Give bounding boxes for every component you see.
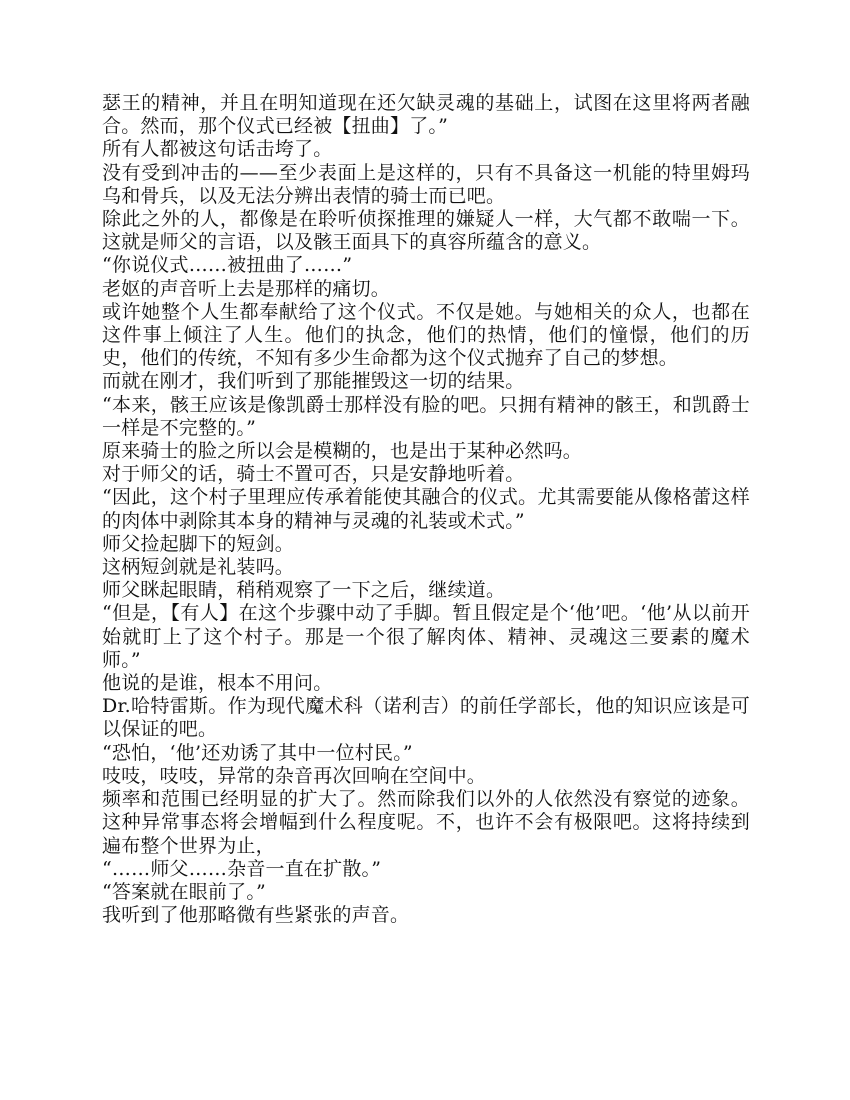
paragraph: 老妪的声音听上去是那样的痛切。 — [102, 277, 391, 300]
paragraph: 所有人都被这句话击垮了。 — [102, 138, 333, 161]
paragraph: 瑟王的精神，并且在明知道现在还欠缺灵魂的基础上，试图在这里将两者融合。然而，那个仪式已经被【扭曲】了。” — [102, 92, 750, 138]
paragraph: “但是，【有人】在这个步骤中动了手脚。暂且假定是个‘他’吧。‘他’从以前开始就盯上了这个村子。那是一个很了解肉体、精神、灵魂这三要素的魔术师。” — [102, 602, 750, 671]
paragraph: 我听到了他那略微有些紧张的声音。 — [102, 904, 410, 927]
paragraph: 频率和范围已经明显的扩大了。然而除我们以外的人依然没有察觉的迹象。这种异常事态将会增幅到什么程度呢。不，也许不会有极限吧。这将持续到遍布整个世界为止， — [102, 788, 750, 857]
paragraph: “你说仪式……被扭曲了……” — [102, 254, 353, 277]
paragraph: “……师父……杂音一直在扩散。” — [102, 857, 382, 880]
paragraph: 没有受到冲击的——至少表面上是这样的，只有不具备这一机能的特里姆玛乌和骨兵，以及无法分辨出表情的骑士而已吧。 — [102, 161, 750, 207]
paragraph: 这柄短剑就是礼装吗。 — [102, 556, 295, 579]
paragraph: 或许她整个人生都奉献给了这个仪式。不仅是她。与她相关的众人，也都在这件事上倾注了人生。他们的执念，他们的热情，他们的憧憬，他们的历史，他们的传统，不知有多少生命都为这个仪式抛弃了自己的梦想。 — [102, 300, 750, 370]
paragraph: “因此，这个村子里理应传承着能使其融合的仪式。尤其需要能从像格蕾这样的肉体中剥除其本身的精神与灵魂的礼装或术式。” — [102, 486, 750, 532]
paragraph: “本来，骸王应该是像凯爵士那样没有脸的吧。只拥有精神的骸王，和凯爵士一样是不完整的。” — [102, 393, 750, 439]
paragraph: 除此之外的人，都像是在聆听侦探推理的嫌疑人一样，大气都不敢喘一下。这就是师父的言语，以及骸王面具下的真容所蕴含的意义。 — [102, 208, 750, 254]
paragraph: 原来骑士的脸之所以会是模糊的，也是出于某种必然吗。 — [102, 440, 583, 463]
paragraph: 师父捡起脚下的短剑。 — [102, 532, 295, 555]
paragraph: Dr.哈特雷斯。作为现代魔术科（诺利吉）的前任学部长，他的知识应该是可以保证的吧。 — [102, 695, 750, 741]
paragraph: 吱吱，吱吱，异常的杂音再次回响在空间中。 — [102, 764, 487, 787]
document-body — [102, 92, 750, 927]
paragraph: 对于师父的话，骑士不置可否，只是安静地听着。 — [102, 463, 525, 486]
paragraph: 而就在刚才，我们听到了那能摧毁这一切的结果。 — [102, 370, 525, 393]
paragraph: “答案就在眼前了。” — [102, 880, 266, 903]
paragraph: 他说的是谁，根本不用问。 — [102, 672, 333, 695]
paragraph: 师父眯起眼睛，稍稍观察了一下之后，继续道。 — [102, 579, 506, 602]
paragraph: “恐怕，‘他’还劝诱了其中一位村民。” — [102, 741, 413, 764]
